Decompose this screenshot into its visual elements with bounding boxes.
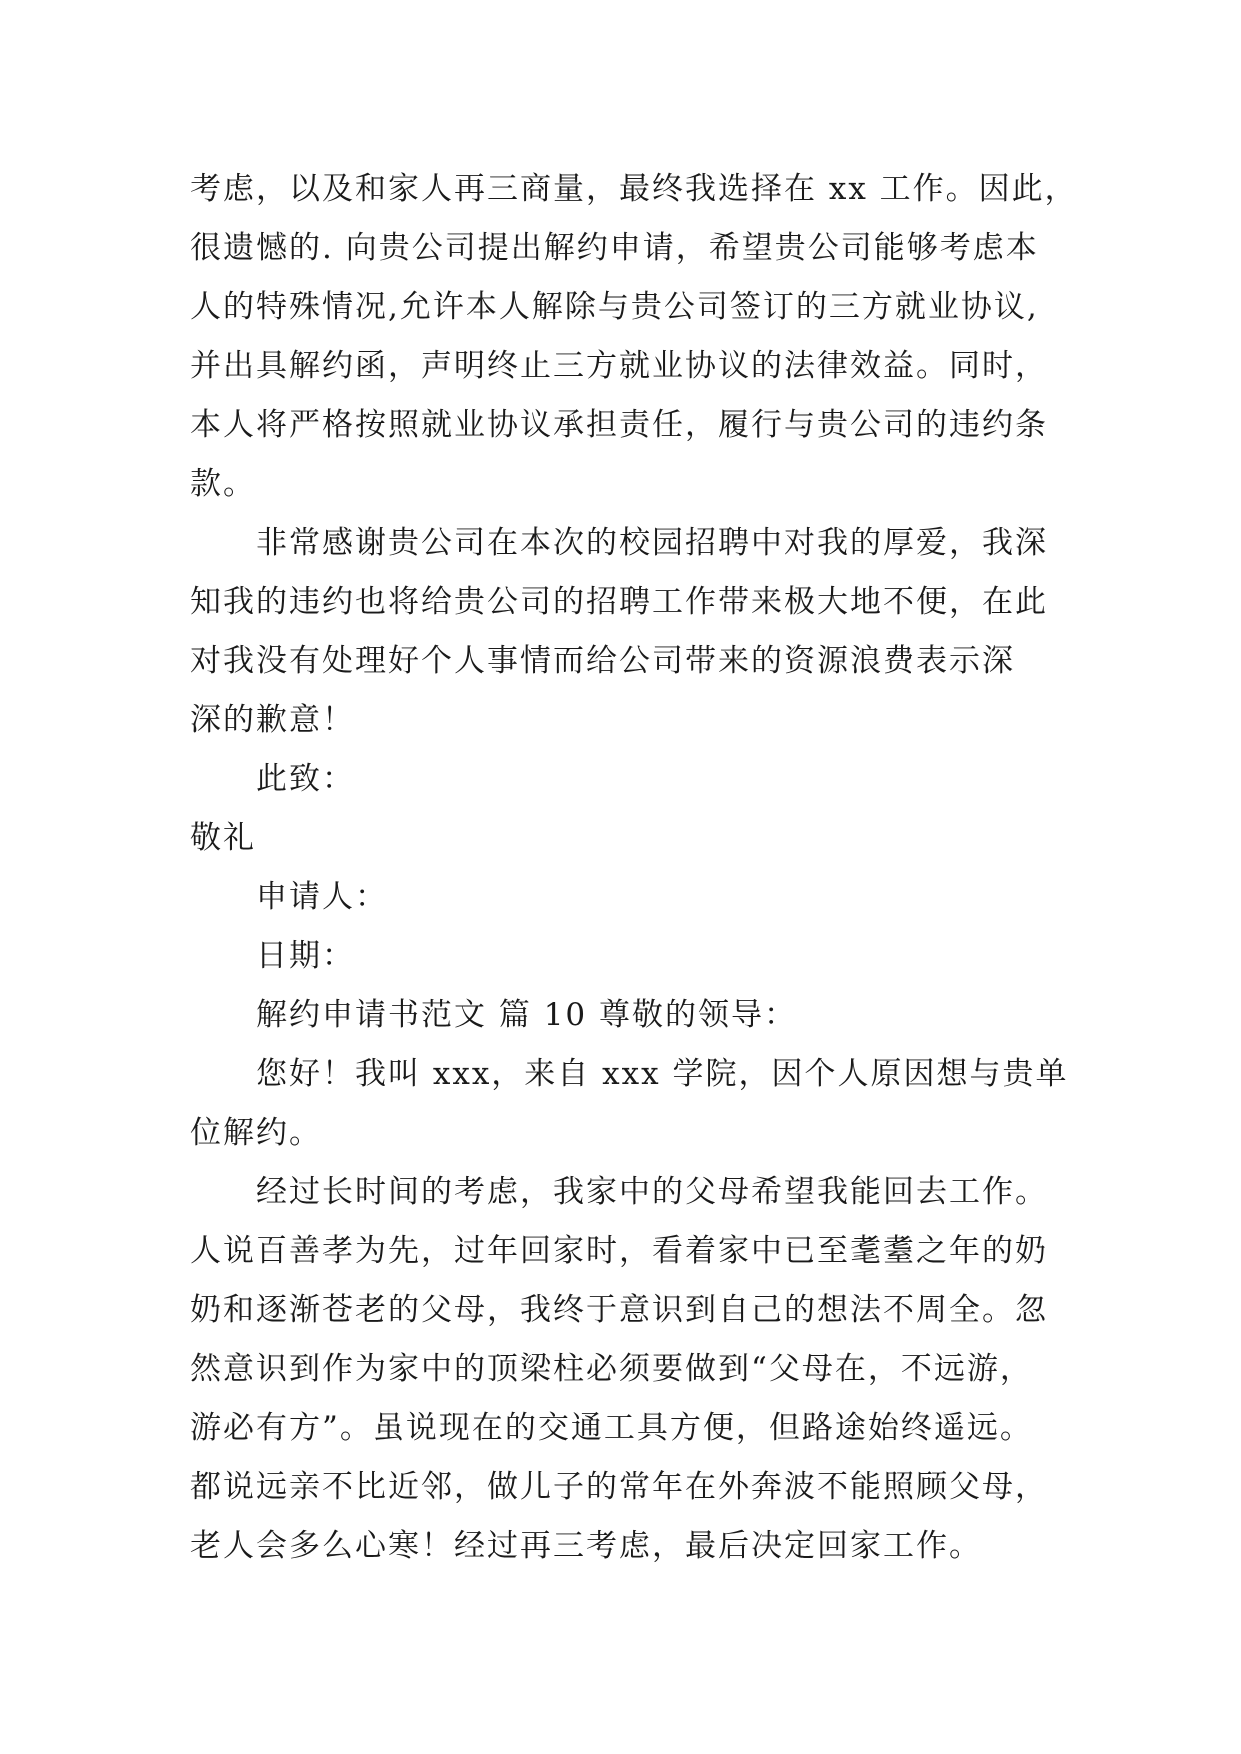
text-line: 人说百善孝为先，过年回家时，看着家中已至耄耋之年的奶 bbox=[190, 1233, 1048, 1269]
text-line: 游必有方”。虽说现在的交通工具方便，但路途始终遥远。 bbox=[190, 1410, 1033, 1446]
text-line: 对我没有处理好个人事情而给公司带来的资源浪费表示深 bbox=[190, 643, 1015, 679]
text-line: 知我的违约也将给贵公司的招聘工作带来极大地不便，在此 bbox=[190, 584, 1048, 620]
text-line: 本人将严格按照就业协议承担责任，履行与贵公司的违约条 bbox=[190, 407, 1048, 443]
paragraph-first-line: 非常感谢贵公司在本次的校园招聘中对我的厚爱，我深 bbox=[256, 525, 1048, 561]
text-line: 款。 bbox=[190, 466, 256, 502]
text-line: 很遗憾的. 向贵公司提出解约申请，希望贵公司能够考虑本 bbox=[190, 230, 1039, 266]
text-line: 都说远亲不比近邻，做儿子的常年在外奔波不能照顾父母， bbox=[190, 1469, 1048, 1505]
closing-salutation: 此致： bbox=[256, 761, 355, 797]
text-line: 人的特殊情况,允许本人解除与贵公司签订的三方就业协议, bbox=[190, 289, 1039, 325]
text-line: 然意识到作为家中的顶梁柱必须要做到“父母在，不远游， bbox=[190, 1351, 1033, 1387]
document-body bbox=[190, 160, 1090, 1576]
section-heading: 解约申请书范文 篇 10 尊敬的领导： bbox=[256, 997, 798, 1033]
paragraph-first-line: 经过长时间的考虑，我家中的父母希望我能回去工作。 bbox=[256, 1174, 1048, 1210]
applicant-label: 申请人： bbox=[256, 879, 388, 915]
text-line: 老人会多么心寒！经过再三考虑，最后决定回家工作。 bbox=[190, 1528, 982, 1564]
text-line: 位解约。 bbox=[190, 1115, 322, 1151]
text-line: 并出具解约函，声明终止三方就业协议的法律效益。同时， bbox=[190, 348, 1048, 384]
date-label: 日期： bbox=[256, 938, 355, 974]
text-line: 考虑，以及和家人再三商量，最终我选择在 xx 工作。因此， bbox=[190, 171, 1078, 207]
text-line: 深的歉意！ bbox=[190, 702, 355, 738]
closing-regards: 敬礼 bbox=[190, 820, 256, 856]
paragraph-first-line: 您好！我叫 xxx，来自 xxx 学院，因个人原因想与贵单 bbox=[256, 1056, 1069, 1092]
text-line: 奶和逐渐苍老的父母，我终于意识到自己的想法不周全。忽 bbox=[190, 1292, 1048, 1328]
